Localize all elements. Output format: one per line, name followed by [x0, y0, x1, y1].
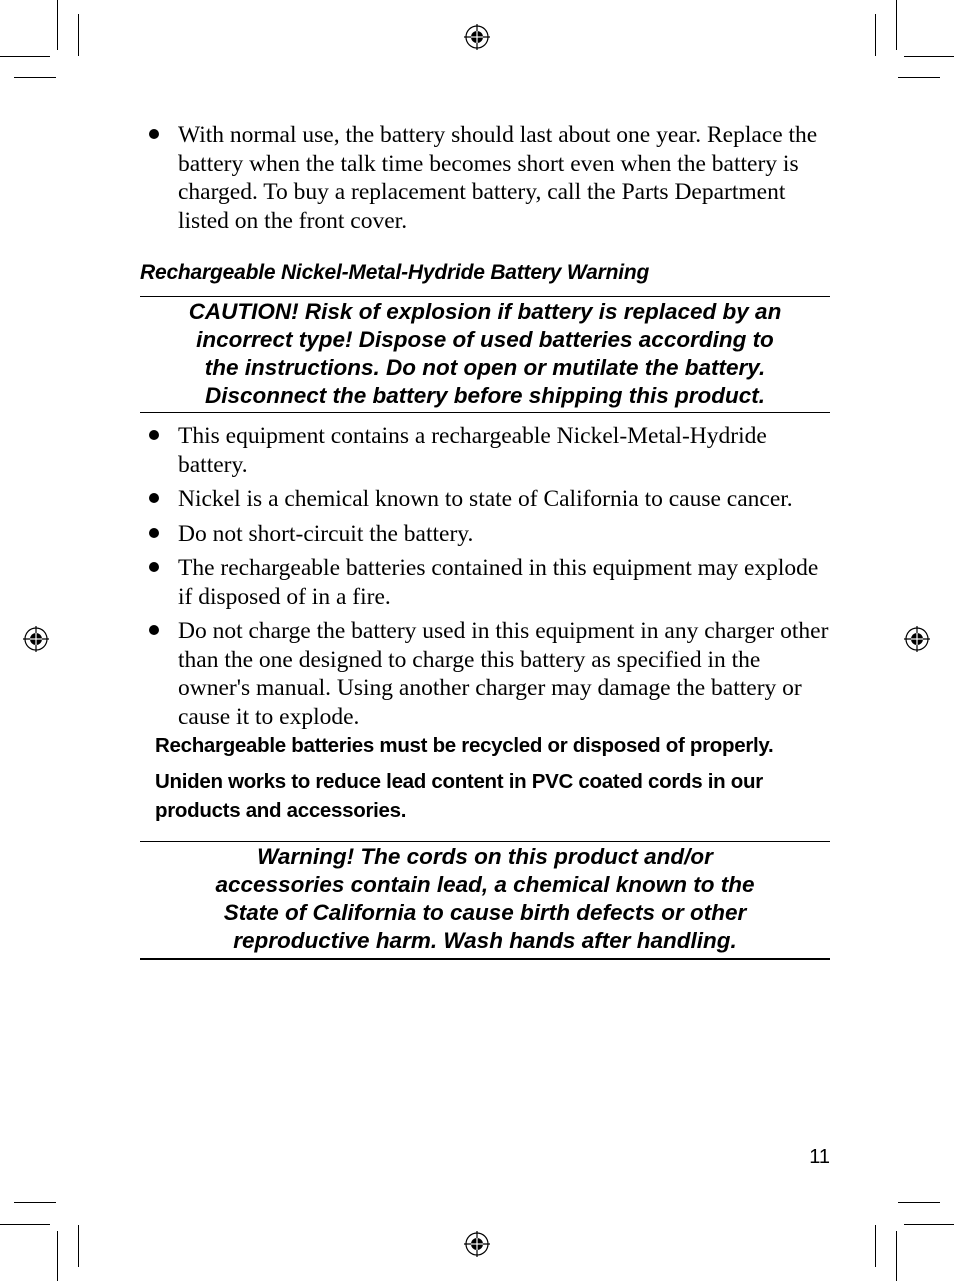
registration-mark-icon	[464, 24, 490, 50]
list-item	[140, 121, 830, 235]
lead-warning-box	[140, 841, 830, 960]
caution-line: Disconnect the battery before shipping this product.	[204, 383, 766, 408]
crop-mark	[57, 0, 58, 50]
warning-line: Warning! The cords on this product and/or	[257, 844, 713, 869]
list-item	[140, 554, 830, 611]
caution-box	[140, 296, 830, 413]
list-item-text: Do not charge the battery used in this equipment in any charger other than the one designed to charge this battery as specified in the owner's manual. Using another charger may damage the battery or cause it to explode.	[178, 618, 829, 730]
crop-mark	[14, 77, 56, 78]
list-item-text: The rechargeable batteries contained in this equipment may explode if disposed of in a fire.	[178, 555, 819, 610]
crop-mark	[875, 1225, 876, 1267]
crop-mark	[904, 56, 954, 57]
crop-mark	[898, 77, 940, 78]
crop-mark	[78, 1225, 79, 1267]
lead-note: Uniden works to reduce lead content in PVC coated cords in our products and accessories.	[155, 770, 763, 822]
bullet-icon	[149, 562, 159, 572]
caution-line: incorrect type! Dispose of used batteries according to	[196, 327, 774, 352]
crop-mark	[875, 14, 876, 56]
warning-line: reproductive harm. Wash hands after handling.	[233, 928, 737, 953]
crop-mark	[0, 1224, 50, 1225]
list-item-text: Do not short-circuit the battery.	[178, 520, 474, 547]
list-item	[140, 485, 830, 514]
crop-mark	[78, 14, 79, 56]
bullet-icon	[149, 129, 159, 139]
section-heading: Rechargeable Nickel-Metal-Hydride Battery Warning	[140, 261, 650, 284]
crop-mark	[896, 0, 897, 50]
crop-mark	[904, 1224, 954, 1225]
bullet-icon	[149, 493, 159, 503]
battery-warning-list	[140, 422, 830, 731]
bullet-icon	[149, 430, 159, 440]
crop-mark	[14, 1202, 56, 1203]
warning-line: State of California to cause birth defects or other	[223, 900, 747, 925]
list-item	[140, 617, 830, 731]
list-item	[140, 520, 830, 549]
caution-line: CAUTION! Risk of explosion if battery is replaced by an	[188, 299, 782, 324]
bullet-icon	[149, 625, 159, 635]
registration-mark-icon	[23, 626, 49, 652]
list-item-text: This equipment contains a rechargeable Nickel-Metal-Hydride battery.	[178, 423, 767, 478]
crop-mark	[57, 1231, 58, 1281]
page-content	[140, 121, 830, 960]
page-number: 11	[809, 1146, 830, 1168]
caution-line: the instructions. Do not open or mutilate the battery.	[204, 355, 766, 380]
registration-mark-icon	[904, 626, 930, 652]
crop-mark	[0, 56, 50, 57]
list-item	[140, 422, 830, 479]
registration-mark-icon	[464, 1231, 490, 1257]
bullet-icon	[149, 528, 159, 538]
list-item-text: Nickel is a chemical known to state of California to cause cancer.	[178, 486, 793, 512]
list-item-text: With normal use, the battery should last about one year. Replace the battery when the talk time becomes short even when the battery is charged. To buy a replacement battery, call the Parts Department listed on the front cover.	[178, 122, 818, 234]
crop-mark	[896, 1231, 897, 1281]
crop-mark	[898, 1202, 940, 1203]
warning-line: accessories contain lead, a chemical known to the	[215, 872, 755, 897]
recycle-note: Rechargeable batteries must be recycled or disposed of properly.	[155, 734, 774, 757]
intro-list	[140, 121, 830, 235]
